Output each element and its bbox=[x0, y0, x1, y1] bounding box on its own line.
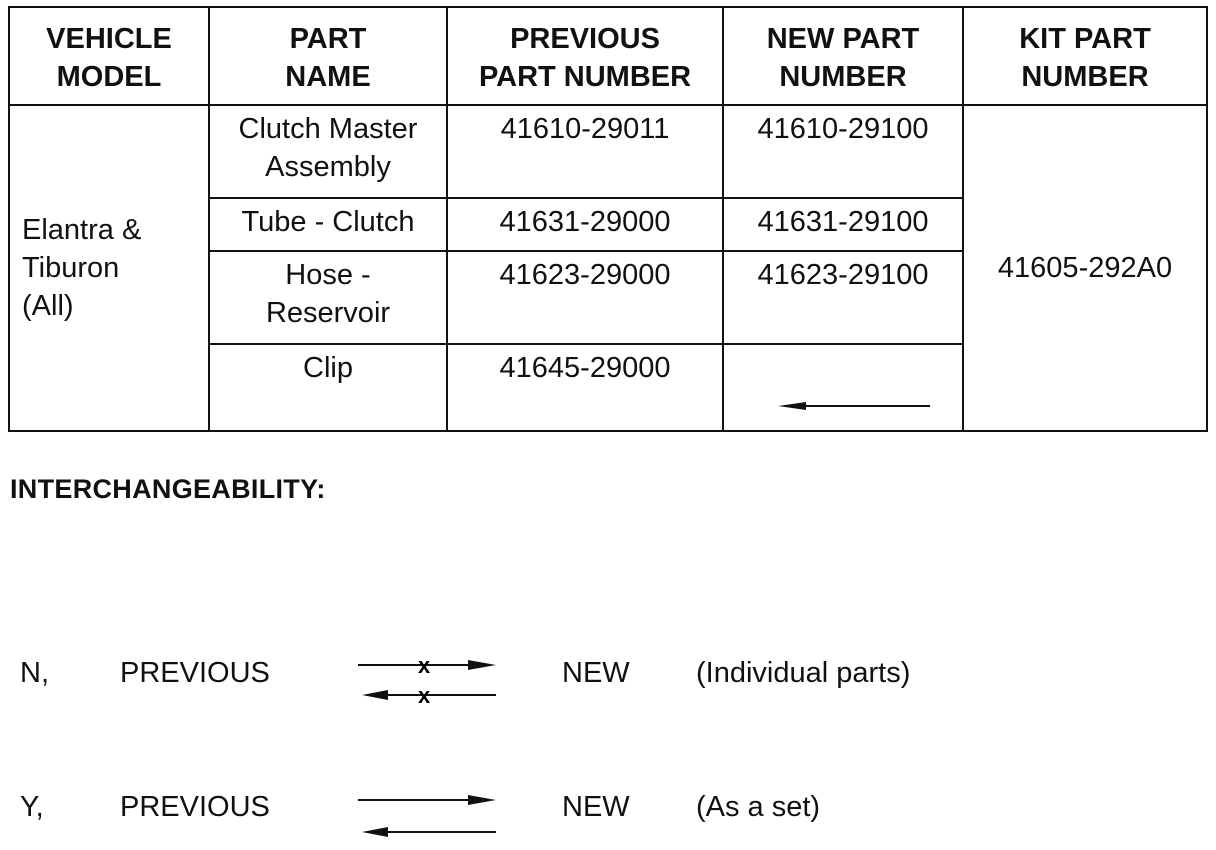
left-arrow-icon bbox=[776, 400, 932, 412]
header-new-part-number: NEW PART NUMBER bbox=[723, 7, 963, 105]
header-kit-part-number: KIT PART NUMBER bbox=[963, 7, 1207, 105]
new-part-number-cell: 41610-29100 bbox=[723, 105, 963, 198]
interchangeable-arrows-icon bbox=[356, 790, 498, 840]
legend-description: (As a set) bbox=[696, 791, 821, 823]
svg-text:x: x bbox=[418, 656, 431, 678]
vehicle-model-cell: Elantra & Tiburon (All) bbox=[9, 105, 209, 431]
legend-code: Y, bbox=[20, 791, 44, 823]
kit-part-number-cell: 41605-292A0 bbox=[963, 105, 1207, 431]
previous-part-number-cell: 41645-29000 bbox=[447, 344, 723, 431]
legend-description: (Individual parts) bbox=[696, 657, 911, 689]
previous-part-number-cell: 41623-29000 bbox=[447, 251, 723, 344]
legend-new: NEW bbox=[562, 791, 630, 823]
legend-row-y bbox=[0, 790, 1216, 850]
table-row bbox=[9, 105, 1207, 198]
previous-part-number-cell: 41610-29011 bbox=[447, 105, 723, 198]
legend-previous: PREVIOUS bbox=[120, 791, 270, 823]
header-vehicle-model: VEHICLE MODEL bbox=[9, 7, 209, 105]
part-name-cell: Hose - Reservoir bbox=[209, 251, 447, 344]
part-name-cell: Tube - Clutch bbox=[209, 198, 447, 251]
legend-row-n bbox=[0, 656, 1216, 716]
legend-previous: PREVIOUS bbox=[120, 657, 270, 689]
not-interchangeable-arrows-icon bbox=[356, 656, 498, 706]
part-name-cell: Clip bbox=[209, 344, 447, 431]
header-row bbox=[9, 7, 1207, 105]
previous-part-number-cell: 41631-29000 bbox=[447, 198, 723, 251]
header-previous-part-number: PREVIOUS PART NUMBER bbox=[447, 7, 723, 105]
legend-new: NEW bbox=[562, 657, 630, 689]
svg-text:x: x bbox=[418, 683, 431, 706]
header-part-name: PART NAME bbox=[209, 7, 447, 105]
new-part-number-cell: 41623-29100 bbox=[723, 251, 963, 344]
new-part-number-cell bbox=[723, 344, 963, 431]
legend-code: N, bbox=[20, 657, 49, 689]
parts-table bbox=[8, 6, 1208, 432]
interchangeability-title: INTERCHANGEABILITY: bbox=[10, 474, 326, 504]
new-part-number-cell: 41631-29100 bbox=[723, 198, 963, 251]
part-name-cell: Clutch Master Assembly bbox=[209, 105, 447, 198]
